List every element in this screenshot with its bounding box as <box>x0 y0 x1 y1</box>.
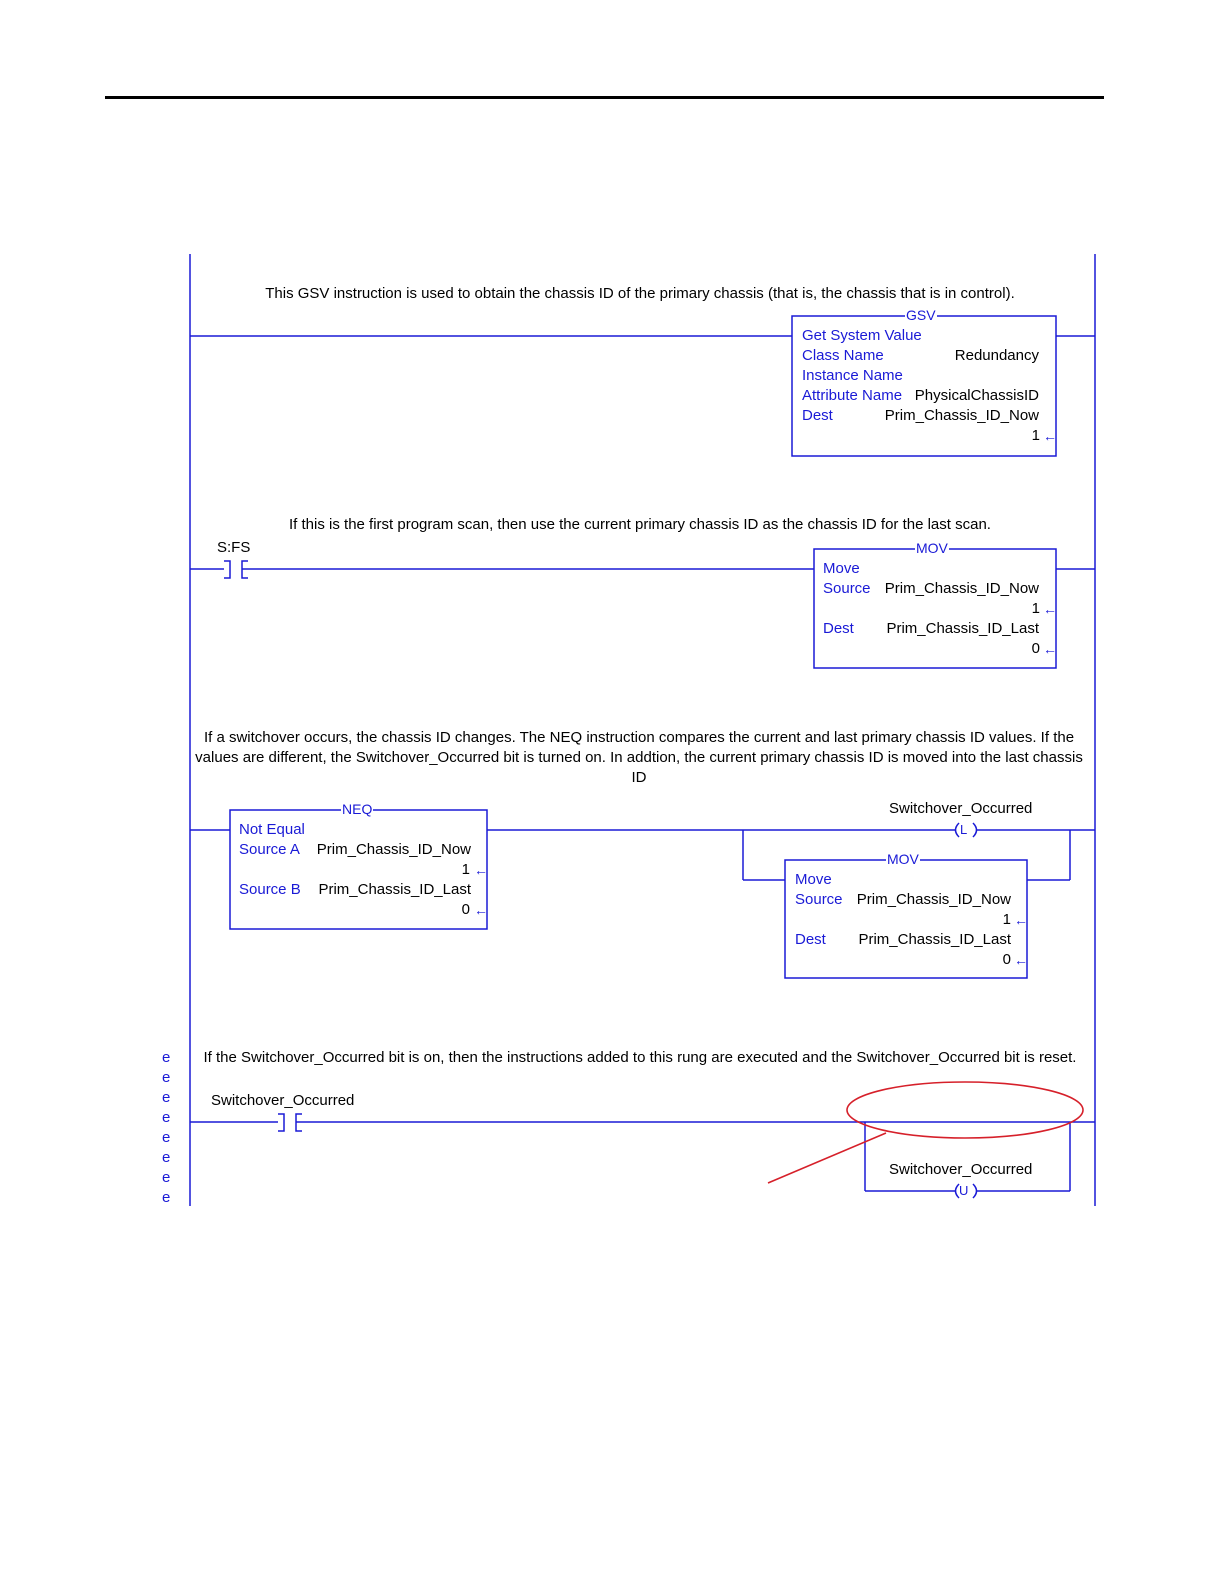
latch-coil-symbol: L <box>960 822 968 837</box>
mov2-tag: MOV <box>887 851 919 867</box>
neq-b-current: 0 <box>461 901 470 918</box>
gsv-class-label: Class Name <box>802 347 884 364</box>
rung-error-marker: e <box>162 1129 171 1146</box>
mov1-dest-value[interactable]: Prim_Chassis_ID_Last <box>886 620 1039 637</box>
gsv-tag: GSV <box>906 307 936 323</box>
gsv-class-value[interactable]: Redundancy <box>954 347 1039 364</box>
gsv-instance-label: Instance Name <box>802 367 903 384</box>
mov1-title: Move <box>823 560 860 577</box>
mov2-title: Move <box>795 871 832 888</box>
value-arrow-icon: ← <box>474 902 488 918</box>
value-arrow-icon: ← <box>1043 641 1057 657</box>
mov1-source-current: 1 <box>1031 600 1040 617</box>
latch-coil-left <box>956 823 960 837</box>
rung2-comment: If this is the first program scan, then use the current primary chassis ID as the chassis ID for the last scan. <box>289 516 991 533</box>
value-arrow-icon: ← <box>1014 912 1028 928</box>
neq-a-label: Source A <box>239 841 300 858</box>
value-arrow-icon: ← <box>474 862 488 878</box>
neq-tag: NEQ <box>342 801 373 817</box>
gsv-attr-label: Attribute Name <box>802 387 903 404</box>
latch-coil-right <box>973 823 977 837</box>
neq-a-current: 1 <box>461 861 470 878</box>
mov2-source-label: Source <box>795 891 843 908</box>
rung-error-marker: e <box>162 1189 171 1206</box>
mov2-dest-label: Dest <box>795 931 826 948</box>
unlatch-coil-symbol: U <box>959 1183 969 1198</box>
gsv-dest-label: Dest <box>802 407 833 424</box>
value-arrow-icon: ← <box>1043 601 1057 617</box>
rung-error-marker: e <box>162 1149 171 1166</box>
mov1-source-value[interactable]: Prim_Chassis_ID_Now <box>884 580 1039 597</box>
rung1-comment: This GSV instruction is used to obtain the chassis ID of the primary chassis (that is, the chassis that is in control). <box>265 285 1015 302</box>
rung4-comment: If the Switchover_Occurred bit is on, then the instructions added to this rung are executed and the Switchover_Occurred bit is reset. <box>203 1049 1077 1066</box>
mov1-dest-current: 0 <box>1031 640 1040 657</box>
rung-error-marker: e <box>162 1069 171 1086</box>
mov2-source-value[interactable]: Prim_Chassis_ID_Now <box>856 891 1011 908</box>
mov2-dest-value[interactable]: Prim_Chassis_ID_Last <box>858 931 1011 948</box>
gsv-dest-current: 1 <box>1031 427 1040 444</box>
mov2-source-current: 1 <box>1002 911 1011 928</box>
gsv-dest-value[interactable]: Prim_Chassis_ID_Now <box>884 407 1039 424</box>
unlatch-coil-right <box>973 1184 977 1198</box>
mov2-dest-current: 0 <box>1002 951 1011 968</box>
so-contact-left <box>278 1114 284 1131</box>
mov1-dest-label: Dest <box>823 620 854 637</box>
sfs-contact-tag[interactable]: S:FS <box>217 539 251 556</box>
neq-b-value[interactable]: Prim_Chassis_ID_Last <box>318 881 471 898</box>
unlatch-coil-tag[interactable]: Switchover_Occurred <box>889 1161 1033 1178</box>
neq-title: Not Equal <box>239 821 305 838</box>
rung3-comment: If a switchover occurs, the chassis ID changes. The NEQ instruction compares the current and last primary chassis ID values. If the values are different, the Switchover_Occurred bit is turned on. In addtion, the current primary chassis ID is moved into the last chassis ID <box>195 729 1083 786</box>
neq-b-label: Source B <box>239 881 301 898</box>
sfs-contact-left <box>224 561 230 578</box>
value-arrow-icon: ← <box>1043 428 1057 444</box>
neq-a-value[interactable]: Prim_Chassis_ID_Now <box>316 841 471 858</box>
mov1-source-label: Source <box>823 580 871 597</box>
mov1-tag: MOV <box>916 540 948 556</box>
gsv-title: Get System Value <box>802 327 922 344</box>
highlight-ellipse <box>847 1082 1083 1138</box>
gsv-attr-value[interactable]: PhysicalChassisID <box>914 387 1039 404</box>
rung-error-marker: e <box>162 1089 171 1106</box>
rung-error-marker: e <box>162 1049 171 1066</box>
so-contact-tag[interactable]: Switchover_Occurred <box>211 1092 355 1109</box>
value-arrow-icon: ← <box>1014 952 1028 968</box>
annotation-arrow-line <box>768 1133 886 1183</box>
rung-error-marker: e <box>162 1109 171 1126</box>
latch-coil-tag[interactable]: Switchover_Occurred <box>889 800 1033 817</box>
rung-error-marker: e <box>162 1169 171 1186</box>
